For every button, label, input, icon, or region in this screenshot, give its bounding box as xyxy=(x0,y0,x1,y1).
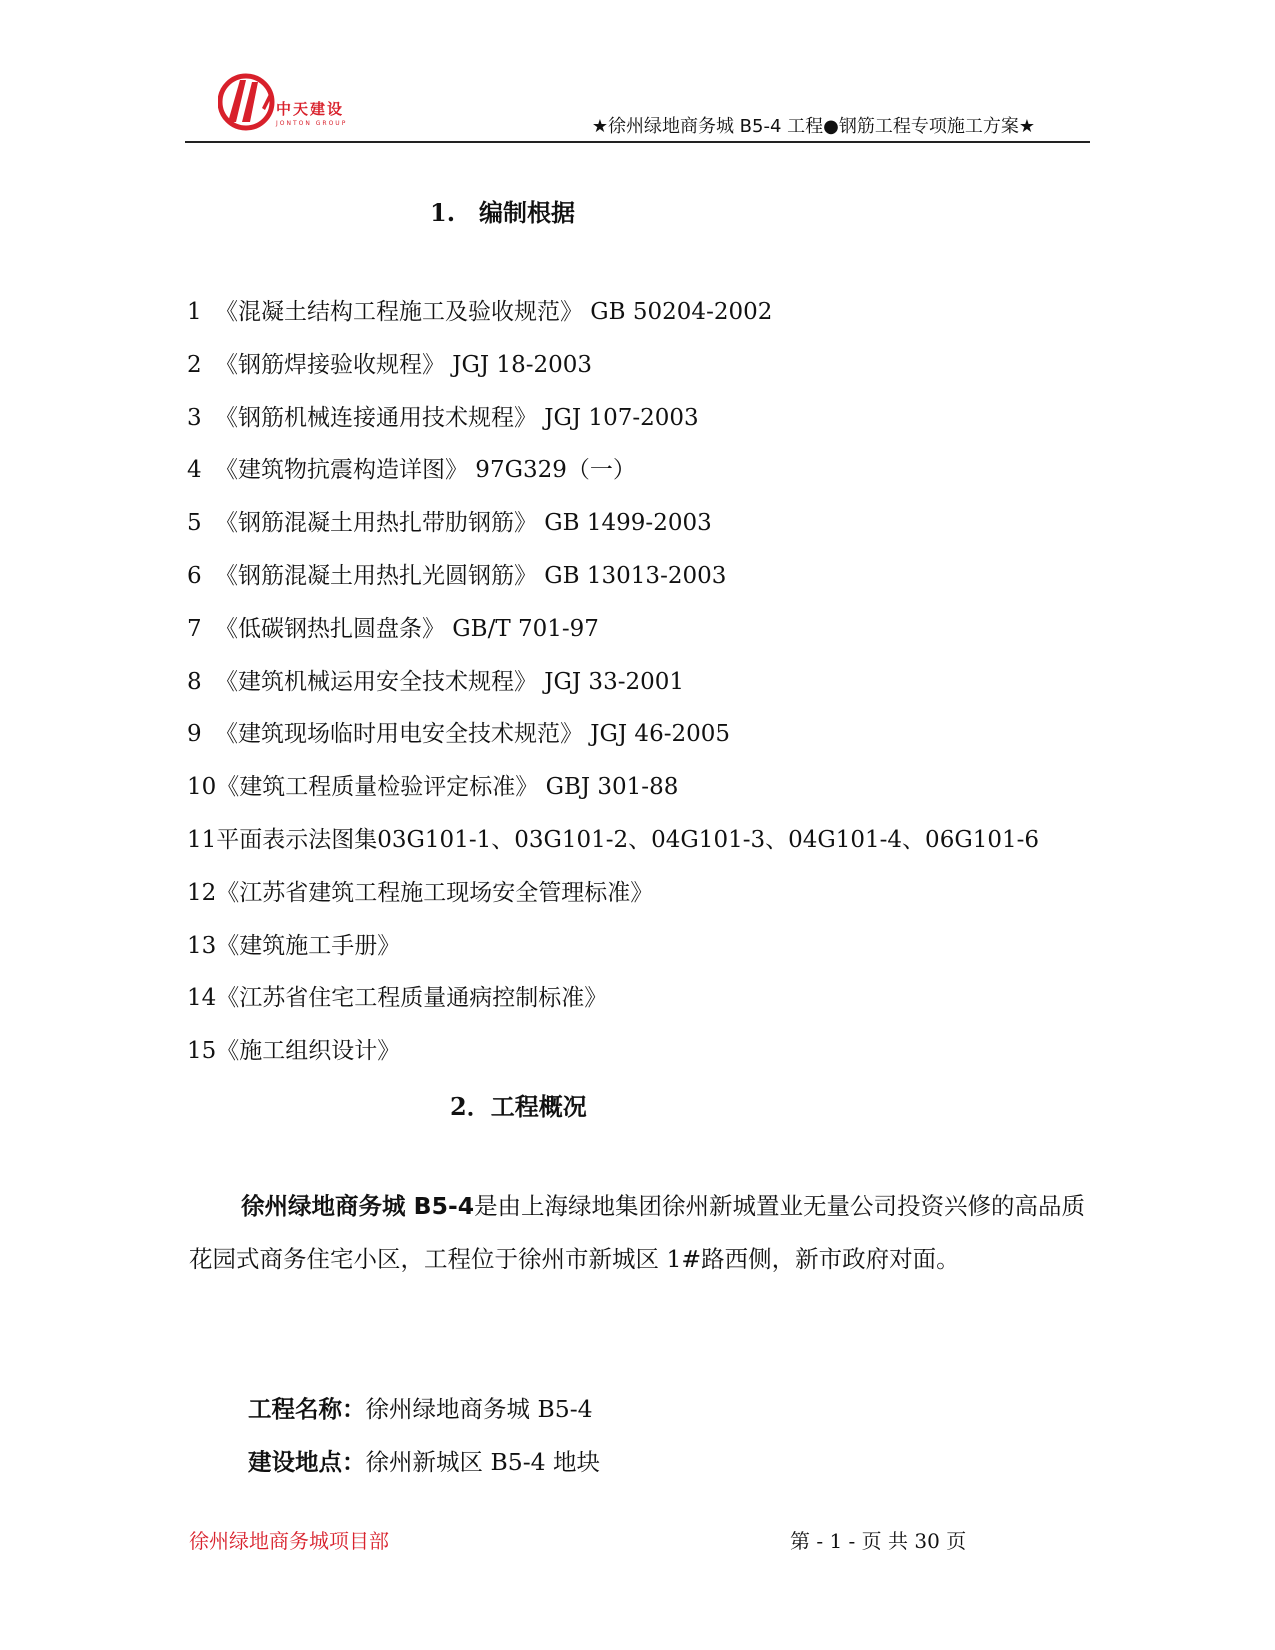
logo-subtext: JONTON GROUP xyxy=(276,120,348,127)
project-name-value: 徐州绿地商务城 B5-4 xyxy=(365,1395,593,1423)
reference-number: 15 xyxy=(187,1038,217,1065)
overview-body: 是由上海绿地集团徐州新城置业无量公司投资兴修的高品质花园式商务住宅小区，工程位于徐州市新城区 1#路西侧，新市政府对面。 xyxy=(189,1192,1086,1273)
project-site-label: 建设地点： xyxy=(248,1448,366,1476)
reference-number: 2 xyxy=(187,351,202,378)
project-site-field xyxy=(248,1443,600,1477)
footer-department: 徐州绿地商务城项目部 xyxy=(189,1529,389,1553)
reference-number: 14 xyxy=(187,985,217,1012)
reference-number: 1 xyxy=(187,299,202,325)
reference-text: 《钢筋混凝土用热扎带肋钢筋》 GB 1499-2003 xyxy=(215,510,712,537)
reference-text: 《建筑机械运用安全技术规程》 JGJ 33-2001 xyxy=(215,668,685,695)
reference-item xyxy=(187,450,1087,503)
logo-text: 中天建设 xyxy=(276,100,345,118)
reference-item xyxy=(187,398,1087,451)
reference-text: 《建筑施工手册》 xyxy=(216,932,401,959)
reference-number: 8 xyxy=(187,668,202,695)
reference-text: 《混凝土结构工程施工及验收规范》 GB 50204-2002 xyxy=(215,299,773,325)
section-1-heading: 1. 编制根据 xyxy=(430,198,576,227)
reference-text: 《施工组织设计》 xyxy=(216,1038,401,1065)
reference-number: 13 xyxy=(187,932,217,959)
reference-text: 《江苏省建筑工程施工现场安全管理标准》 xyxy=(216,879,654,906)
overview-paragraph xyxy=(189,1180,1089,1286)
footer-page-number: 第 - 1 - 页 共 30 页 xyxy=(790,1529,967,1553)
reference-number: 3 xyxy=(187,404,202,431)
section-2-heading: 2．工程概况 xyxy=(450,1092,587,1121)
reference-item xyxy=(187,292,1087,345)
header-title: ★徐州绿地商务城 B5-4 工程●钢筋工程专项施工方案★ xyxy=(591,116,1035,137)
reference-text: 《建筑现场临时用电安全技术规范》 JGJ 46-2005 xyxy=(215,721,731,748)
reference-text: 《钢筋混凝土用热扎光圆钢筋》 GB 13013-2003 xyxy=(215,562,727,589)
reference-item xyxy=(187,820,1087,873)
reference-item xyxy=(187,714,1087,767)
reference-text: 平面表示法图集03G101-1、03G101-2、04G101-3、04G101-4、06G101-6 xyxy=(216,826,1040,853)
reference-number: 6 xyxy=(187,562,202,589)
reference-number: 5 xyxy=(187,510,202,537)
reference-item xyxy=(187,767,1087,820)
reference-number: 12 xyxy=(187,879,217,906)
project-name-label: 工程名称： xyxy=(248,1395,366,1423)
reference-text: 《钢筋焊接验收规程》 JGJ 18-2003 xyxy=(215,351,593,378)
reference-item xyxy=(187,503,1087,556)
project-site-value: 徐州新城区 B5-4 地块 xyxy=(365,1448,601,1476)
reference-text: 《低碳钢热扎圆盘条》 GB/T 701-97 xyxy=(215,615,599,642)
reference-text: 《建筑工程质量检验评定标准》 GBJ 301-88 xyxy=(216,774,679,801)
reference-item xyxy=(187,1031,1087,1084)
reference-item xyxy=(187,609,1087,662)
reference-text: 《钢筋机械连接通用技术规程》 JGJ 107-2003 xyxy=(215,404,699,431)
reference-number: 9 xyxy=(187,721,202,748)
reference-number: 10 xyxy=(187,774,217,801)
reference-number: 4 xyxy=(187,457,202,484)
project-name-field xyxy=(248,1390,593,1424)
reference-item xyxy=(187,345,1087,398)
reference-list xyxy=(187,292,1087,1084)
header-divider xyxy=(185,141,1090,143)
reference-item xyxy=(187,662,1087,715)
reference-item xyxy=(187,873,1087,926)
overview-lead: 徐州绿地商务城 B5-4 xyxy=(241,1192,475,1220)
reference-text: 《江苏省住宅工程质量通病控制标准》 xyxy=(216,985,608,1012)
reference-item xyxy=(187,978,1087,1031)
reference-item xyxy=(187,556,1087,609)
reference-text: 《建筑物抗震构造详图》 97G329（一） xyxy=(215,457,636,484)
reference-number: 11 xyxy=(187,826,217,853)
reference-number: 7 xyxy=(187,615,202,642)
reference-item xyxy=(187,926,1087,979)
